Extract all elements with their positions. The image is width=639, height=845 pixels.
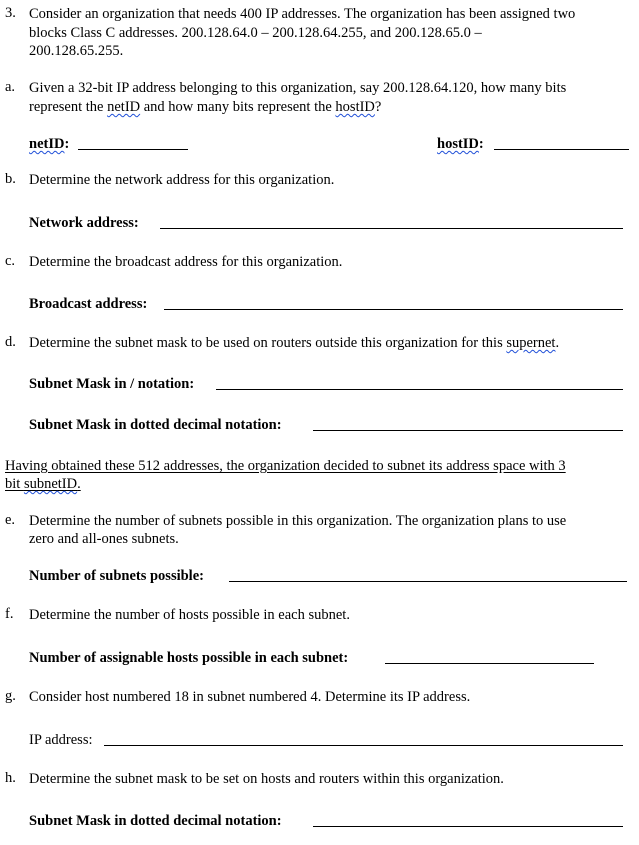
network-address-field[interactable] — [160, 228, 623, 229]
subnetid-word: subnetID — [23, 476, 78, 492]
part-h-letter: h. — [5, 770, 16, 786]
part-e-letter: e. — [5, 512, 16, 528]
subnet-mask-slash-field[interactable] — [216, 389, 623, 390]
part-d-text-post: . — [555, 335, 560, 351]
part-e-line-2: zero and all-ones subnets. — [29, 531, 179, 547]
part-h-text: Determine the subnet mask to be set on hosts and routers within this organization. — [29, 771, 504, 787]
part-g-letter: g. — [5, 688, 16, 704]
subnet-intro-line-2 — [5, 475, 81, 493]
netid-word: netID — [107, 99, 141, 115]
hostid-label — [437, 135, 484, 153]
part-c-letter: c. — [5, 253, 16, 269]
netid-label-colon: : — [64, 136, 70, 152]
part-d-text — [29, 334, 559, 352]
hostid-word: hostID — [335, 99, 375, 115]
part-e-line-1: Determine the number of subnets possible in this organization. The organization plans to use — [29, 513, 567, 529]
broadcast-address-label: Broadcast address: — [29, 296, 148, 312]
hostid-label-colon: : — [478, 136, 484, 152]
assignable-hosts-label: Number of assignable hosts possible in each subnet: — [29, 650, 349, 666]
subnet-mask-dotted-field[interactable] — [313, 430, 623, 431]
hostid-label-word: hostID — [437, 136, 479, 152]
subnet-mask-dotted-label: Subnet Mask in dotted decimal notation: — [29, 417, 282, 433]
part-g-text: Consider host numbered 18 in subnet numbered 4. Determine its IP address. — [29, 689, 471, 705]
ip-address-field[interactable] — [104, 745, 623, 746]
part-a-line-2-pre: represent the — [29, 99, 108, 115]
hostid-answer-field[interactable] — [494, 149, 629, 150]
number-of-subnets-field[interactable] — [229, 581, 627, 582]
ip-address-label: IP address: — [29, 732, 93, 748]
part-a-line-1: Given a 32-bit IP address belonging to this organization, say 200.128.64.120, how many bits — [29, 80, 567, 96]
part-a-line-2-mid: and how many bits represent the — [140, 99, 336, 115]
subnet-intro-line-1: Having obtained these 512 addresses, the organization decided to subnet its address space with 3 — [5, 458, 566, 474]
subnet-mask-hosts-label: Subnet Mask in dotted decimal notation: — [29, 813, 282, 829]
subnet-intro-line-2-pre: bit — [5, 476, 24, 492]
question-number: 3. — [5, 5, 16, 21]
number-of-subnets-label: Number of subnets possible: — [29, 568, 204, 584]
subnet-intro-line-2-post: . — [77, 476, 81, 492]
subnet-mask-hosts-field[interactable] — [313, 826, 623, 827]
question-text-line-2: blocks Class C addresses. 200.128.64.0 – 200.128.64.255, and 200.128.65.0 – — [29, 25, 482, 41]
part-f-text: Determine the number of hosts possible in each subnet. — [29, 607, 350, 623]
netid-label-word: netID — [29, 136, 65, 152]
netid-answer-field[interactable] — [78, 149, 188, 150]
assignable-hosts-field[interactable] — [385, 663, 594, 664]
question-text-line-1: Consider an organization that needs 400 IP addresses. The organization has been assigned two — [29, 6, 576, 22]
part-a-letter: a. — [5, 79, 16, 95]
broadcast-address-field[interactable] — [164, 309, 623, 310]
supernet-word: supernet — [506, 335, 556, 351]
question-text-line-3: 200.128.65.255. — [29, 43, 124, 59]
part-f-letter: f. — [5, 606, 14, 622]
part-d-letter: d. — [5, 334, 16, 350]
part-a-line-2 — [29, 98, 381, 116]
part-b-text: Determine the network address for this organization. — [29, 172, 335, 188]
part-b-letter: b. — [5, 171, 16, 187]
part-a-line-2-post: ? — [374, 99, 382, 115]
subnet-mask-slash-label: Subnet Mask in / notation: — [29, 376, 195, 392]
network-address-label: Network address: — [29, 215, 139, 231]
part-d-text-pre: Determine the subnet mask to be used on routers outside this organization for this — [29, 335, 507, 351]
part-c-text: Determine the broadcast address for this organization. — [29, 254, 343, 270]
netid-label — [29, 135, 69, 153]
